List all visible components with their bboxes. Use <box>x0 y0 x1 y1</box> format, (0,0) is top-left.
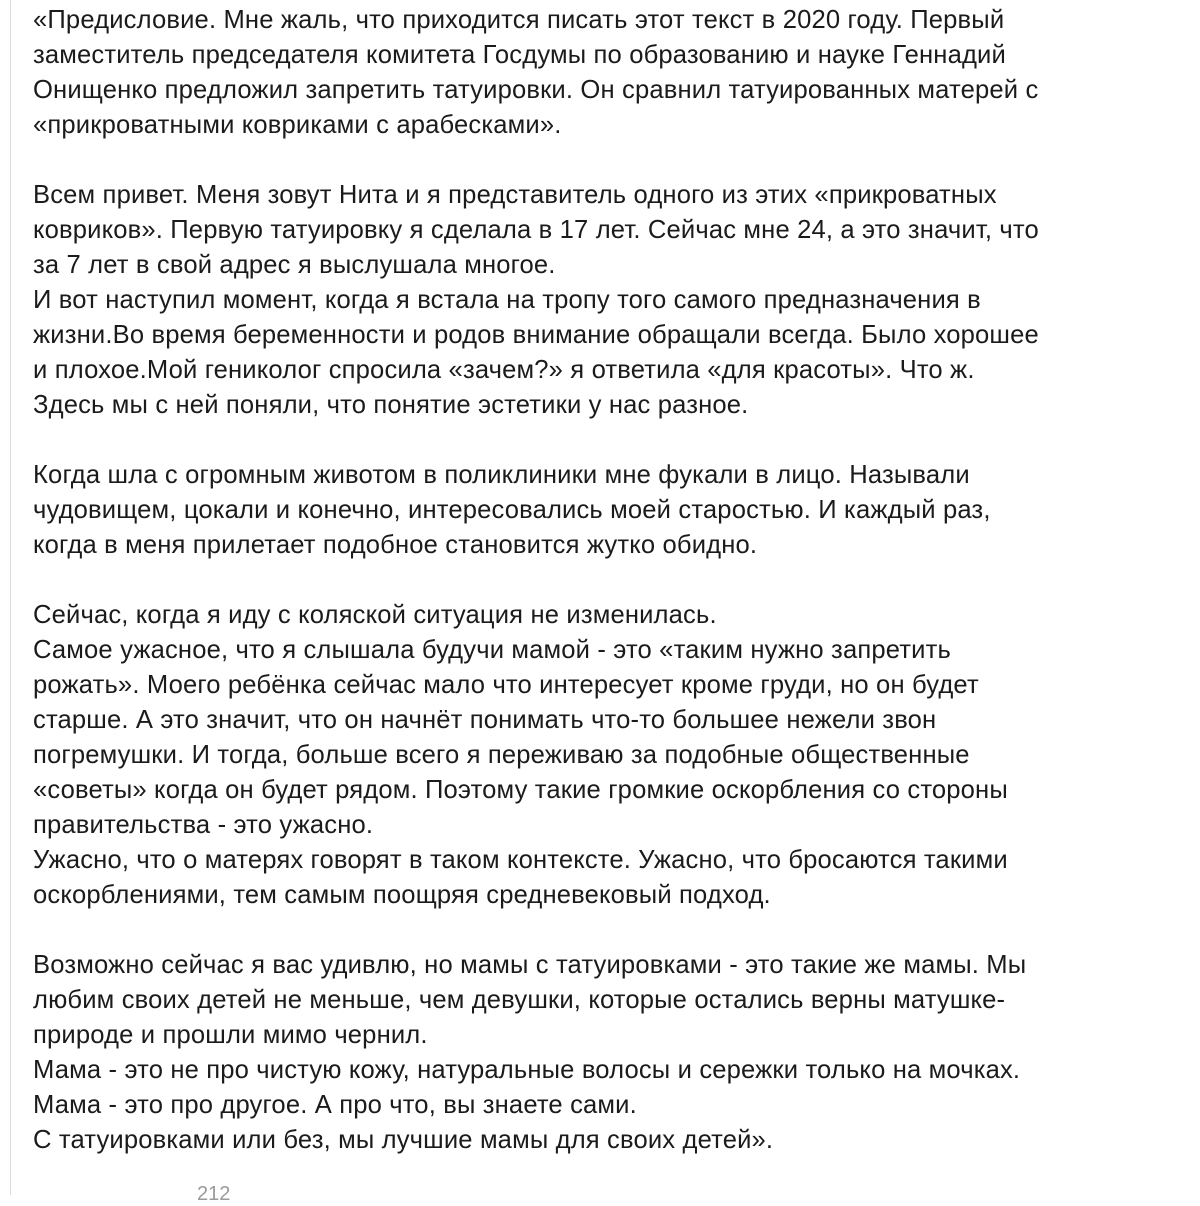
post-body-text <box>33 3 1193 1158</box>
text-line: «Предисловие. Мне жаль, что приходится писать этот текст в 2020 году. Первый <box>33 6 1005 34</box>
paragraph-gap <box>33 913 1193 948</box>
text-line: Мама - это про другое. А про что, вы знаете сами. <box>33 1091 637 1119</box>
text-line: правительства - это ужасно. <box>33 811 374 839</box>
text-line: Всем привет. Меня зовут Нита и я представитель одного из этих «прикроватных <box>33 181 997 209</box>
text-line: Ужасно, что о матерях говорят в таком контексте. Ужасно, что бросаются такими <box>33 846 1008 874</box>
paragraph-gap <box>33 423 1193 458</box>
text-line: рожать». Моего ребёнка сейчас мало что интересует кроме груди, но он будет <box>33 671 979 699</box>
text-line: любим своих детей не меньше, чем девушки, которые остались верны матушке- <box>33 986 1006 1014</box>
text-line: чудовищем, цокали и конечно, интересовались моей старостью. И каждый раз, <box>33 496 991 524</box>
text-line: Онищенко предложил запретить татуировки. Он сравнил татуированных матерей с <box>33 76 1039 104</box>
text-line: заместитель председателя комитета Госдумы по образованию и науке Геннадий <box>33 41 1006 69</box>
text-line: жизни.Во время беременности и родов внимание обращали всегда. Было хорошее <box>33 321 1039 349</box>
text-line: Здесь мы с ней поняли, что понятие эстетики у нас разное. <box>33 391 749 419</box>
text-line: Самое ужасное, что я слышала будучи мамой - это «таким нужно запретить <box>33 636 951 664</box>
text-line: Сейчас, когда я иду с коляской ситуация не изменилась. <box>33 601 717 629</box>
text-line: за 7 лет в свой адрес я выслушала многое. <box>33 251 556 279</box>
text-line: Мама - это не про чистую кожу, натуральные волосы и сережки только на мочках. <box>33 1056 1021 1084</box>
text-line: ковриков». Первую татуировку я сделала в 17 лет. Сейчас мне 24, а это значит, что <box>33 216 1039 244</box>
text-line: Когда шла с огромным животом в поликлиники мне фукали в лицо. Называли <box>33 461 970 489</box>
text-line: оскорблениями, тем самым поощряя средневековый подход. <box>33 881 771 909</box>
paragraph-gap <box>33 563 1193 598</box>
text-line: И вот наступил момент, когда я встала на тропу того самого предназначения в <box>33 286 981 314</box>
text-line: Возможно сейчас я вас удивлю, но мамы с татуировками - это такие же мамы. Мы <box>33 951 1027 979</box>
paragraph-gap <box>33 143 1193 178</box>
text-line: старше. А это значит, что он начнёт понимать что-то большее нежели звон <box>33 706 937 734</box>
text-line: «советы» когда он будет рядом. Поэтому такие громкие оскорбления со стороны <box>33 776 1008 804</box>
text-line: и плохое.Мой гениколог спросила «зачем?» я ответила «для красоты». Что ж. <box>33 356 975 384</box>
text-line: «прикроватными ковриками с арабесками». <box>33 111 562 139</box>
text-line: погремушки. И тогда, больше всего я переживаю за подобные общественные <box>33 741 970 769</box>
text-line: когда в меня прилетает подобное становится жутко обидно. <box>33 531 758 559</box>
text-line: природе и прошли мимо чернил. <box>33 1021 428 1049</box>
text-line: С татуировками или без, мы лучшие мамы для своих детей». <box>33 1126 774 1154</box>
post-footer-counter: 212 <box>197 1183 231 1205</box>
